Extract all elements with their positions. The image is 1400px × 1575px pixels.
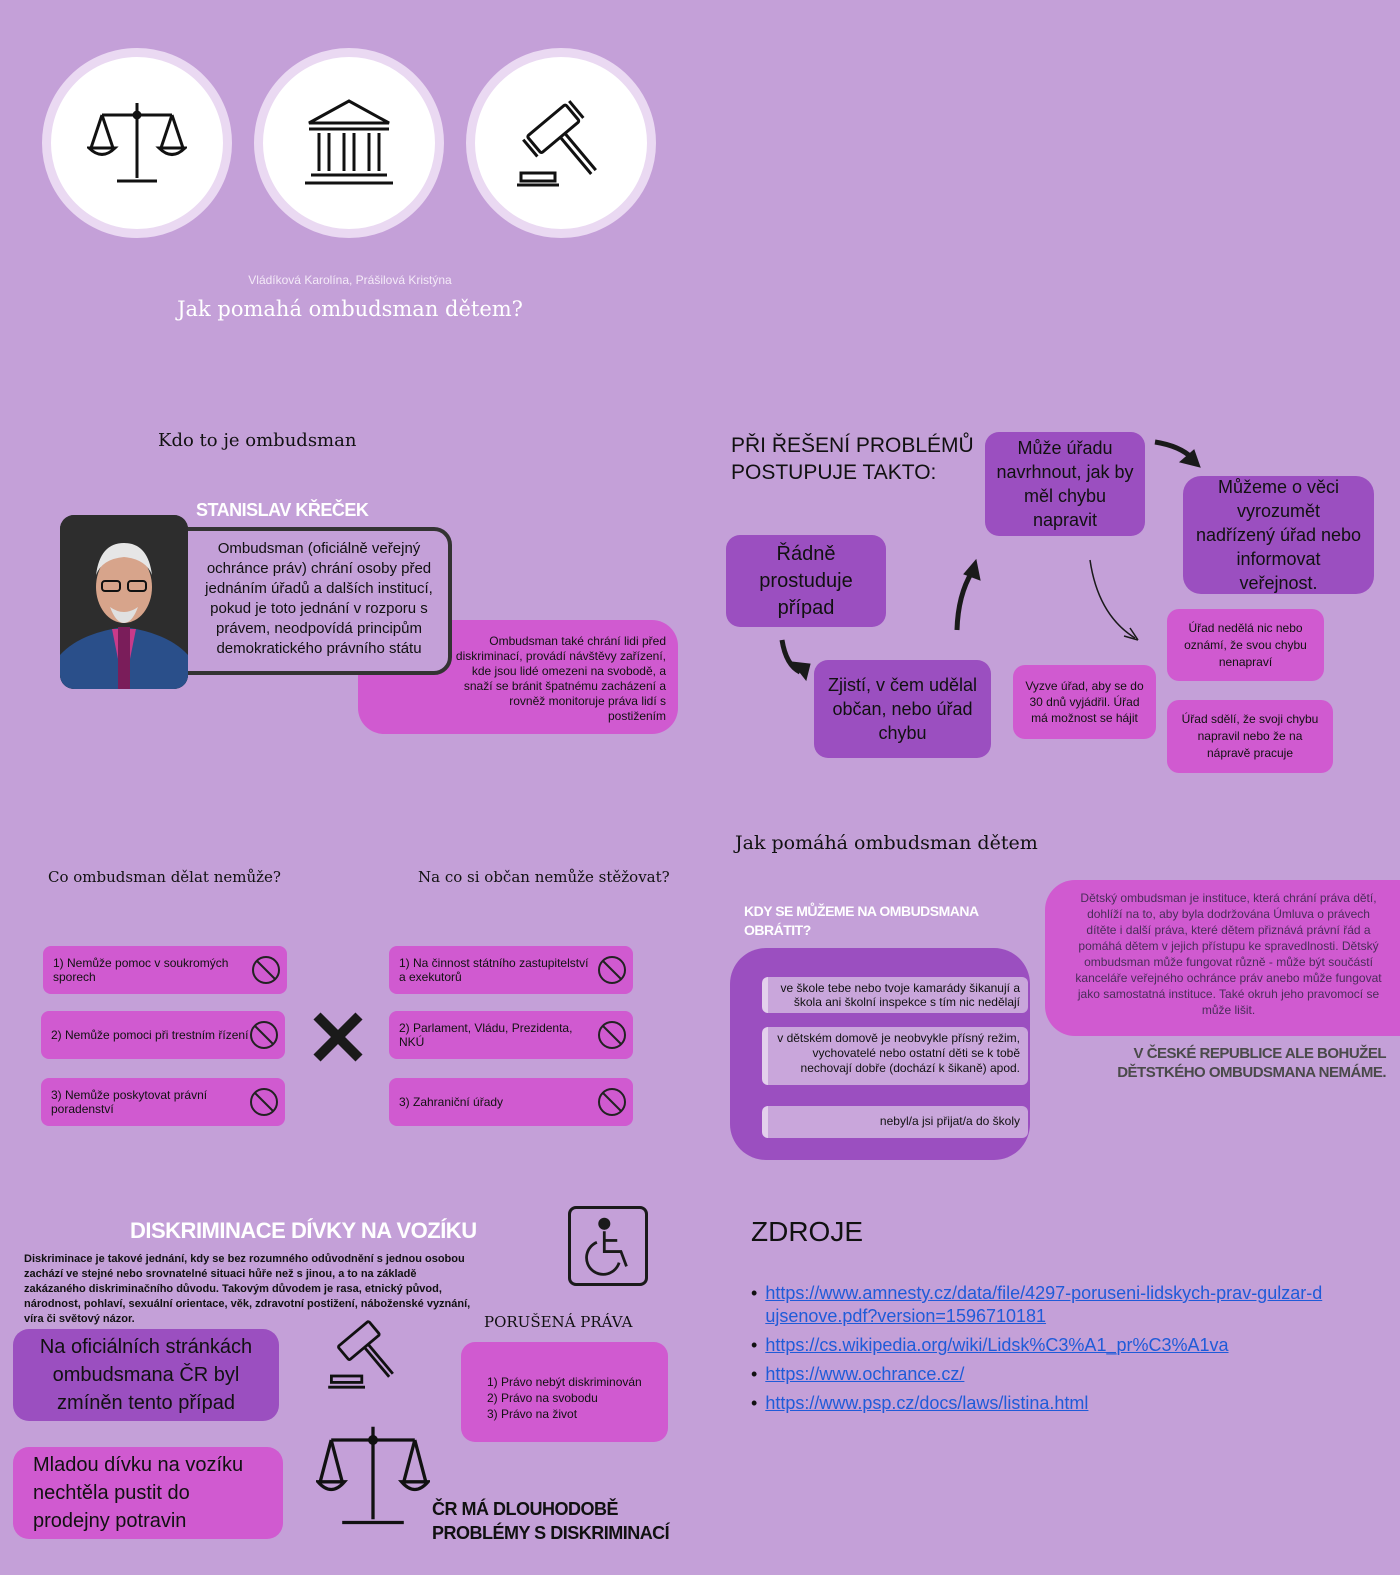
bullet: • — [751, 1283, 758, 1303]
cannot-do-heading: Co ombudsman dělat nemůže? — [48, 868, 281, 886]
process-sub-call-text: Vyzve úřad, aby se do 30 dnů vyjádřil. Úřad má možnost se hájit — [1025, 679, 1144, 725]
bullet: • — [751, 1364, 758, 1384]
source-item — [751, 1334, 1351, 1357]
case-official — [13, 1329, 279, 1421]
discrimination-heading: DISKRIMINACE DÍVKY NA VOZÍKU — [130, 1218, 477, 1243]
cannot-complain-item-text: 1) Na činnost státního zastupitelství a exekutorů — [399, 956, 589, 984]
cross-icon — [311, 1010, 365, 1064]
prohibited-icon — [597, 955, 627, 985]
case-item-text: ve škole tebe nebo tvoje kamarády šikanují a škola ani školní inspekce s tím nic nedělají — [780, 981, 1020, 1009]
source-link[interactable]: https://www.ochrance.cz/ — [765, 1364, 965, 1384]
case-item — [762, 1106, 1028, 1138]
bullet: • — [751, 1393, 758, 1413]
process-step-1-text: Řádně prostuduje případ — [759, 542, 853, 619]
prohibited-icon — [251, 955, 281, 985]
cannot-complain-item-text: 2) Parlament, Vládu, Prezidenta, NKÚ — [399, 1021, 573, 1049]
case-item — [762, 977, 1028, 1013]
right-item: 3) Právo na život — [487, 1407, 578, 1421]
gavel-icon — [322, 1312, 408, 1392]
when-heading: KDY SE MŮŽEME NA OMBUDSMANA OBRÁTIT? — [744, 903, 979, 938]
wheelchair-icon — [571, 1209, 645, 1283]
arrow-step3-step4 — [1155, 442, 1192, 458]
children-heading: Jak pomáhá ombudsman dětem — [735, 832, 1038, 854]
prohibited-icon — [597, 1020, 627, 1050]
cannot-do-item-text: 2) Nemůže pomoci při trestním řízení — [51, 1028, 249, 1042]
process-step-4-text: Můžeme o věci vyrozumět nadřízený úřad nebo informovat veřejnost. — [1195, 477, 1362, 593]
cannot-do-item-text: 3) Nemůže poskytovat právní poradenství — [51, 1088, 208, 1116]
cannot-do-item — [41, 1011, 285, 1059]
source-link[interactable]: https://www.psp.cz/docs/laws/listina.html — [765, 1393, 1089, 1413]
process-step-2-text: Zjistí, v čem udělal občan, nebo úřad chybu — [827, 675, 978, 743]
prohibited-icon — [597, 1087, 627, 1117]
cannot-complain-item-text: 3) Zahraniční úřady — [399, 1095, 504, 1109]
bullet: • — [751, 1335, 758, 1355]
cannot-do-item-text: 1) Nemůže pomoc v soukromých sporech — [53, 956, 229, 984]
process-step-3-text: Může úřadu navrhnout, jak by měl chybu napravit — [996, 438, 1134, 530]
children-note: V ČESKÉ REPUBLICE ALE BOHUŽEL DĚTSTKÉHO OMBUDSMANA NEMÁME. — [1117, 1045, 1386, 1081]
discrimination-definition: Diskriminace je takové jednání, kdy se bez rozumného odůvodnění s jednou osobou zachází ve stejné nebo srovnatelné situaci hůře než s jinou, a to na základě zakázaného diskriminačního důvodu. Takovým důvodem je rasa, etnický původ, národnost, pohlaví, sexuální orientace, věk, zdravotní postižení, náboženské vyznání, víra či světový názor. — [24, 1253, 471, 1325]
case-official-text: Na oficiálních stránkách ombudsmana ČR byl zmíněn tento případ — [39, 1336, 253, 1414]
cannot-complain-item — [389, 1078, 633, 1126]
ombudsman-name: STANISLAV KŘEČEK — [196, 500, 369, 520]
authors: Vládíková Karolína, Prášilová Kristýna — [248, 273, 452, 287]
source-item — [751, 1363, 1351, 1386]
children-info-box — [1045, 880, 1400, 1036]
arrow-step3-subs — [1090, 560, 1135, 638]
cannot-complain-heading: Na co si občan nemůže stěžovat? — [418, 868, 670, 886]
source-link[interactable]: https://cs.wikipedia.org/wiki/Lidsk%C3%A1_pr%C3%A1va — [765, 1335, 1229, 1355]
rights-box — [461, 1342, 668, 1442]
cannot-do-item — [41, 1078, 285, 1126]
right-item: 1) Právo nebýt diskriminován — [487, 1375, 642, 1389]
who-description: Ombudsman (oficiálně veřejný ochránce práv) chrání osoby před jednáním úřadů a dalších institucí, pokud je toto jednání v rozporu s právem, neodpovídá principům demokratického právního státu — [205, 540, 433, 657]
process-heading: PŘI ŘEŠENÍ PROBLÉMŮ POSTUPUJE TAKTO: — [731, 434, 974, 484]
source-item — [751, 1282, 1351, 1328]
case-item — [762, 1027, 1028, 1085]
children-info-text: Dětský ombudsman je instituce, která chrání práva dětí, dohlíží na to, aby byla dodržována Úmluva o právech dítěte i další práva, které dětem přiznává právní řád a pomáhá dětem v jejich přístupu ke spravedlnosti. Dětský ombudsman může fungovat různě - může být součástí kanceláře veřejného ochránce práv anebo může fungovat jako samostatná instituce. Také okruh jeho pravomocí se může lišit. — [1075, 891, 1382, 1017]
who-extra-text: Ombudsman také chrání lidi před diskriminací, provádí návštěvy zařízení, kde jsou lidé omezeni na svobodě, a snaží se bránit špatnému zacházení a rovněž monitoruje práva lidí s postižením — [455, 634, 666, 723]
source-link[interactable]: https://www.amnesty.cz/data/file/4297-poruseni-lidskych-prav-gulzar-dujsenove.pdf?version=1596710181 — [765, 1283, 1323, 1326]
discrimination-conclusion: ČR MÁ DLOUHODOBĚ PROBLÉMY S DISKRIMINACÍ — [432, 1499, 670, 1543]
who-heading: Kdo to je ombudsman — [158, 430, 357, 451]
case-story — [13, 1447, 283, 1539]
sources-heading: ZDROJE — [751, 1216, 863, 1247]
cannot-do-item — [43, 946, 287, 994]
wheelchair-icon-frame — [568, 1206, 648, 1286]
arrow-step3-subs-head — [1124, 628, 1138, 640]
prohibited-icon — [249, 1087, 279, 1117]
case-story-text: Mladou dívku na vozíku nechtěla pustit do prodejny potravin — [33, 1454, 244, 1532]
source-item — [751, 1392, 1351, 1415]
process-sub-nothing-text: Úřad nedělá nic nebo oznámí, že svou chybu nenapraví — [1184, 620, 1307, 669]
page-title: Jak pomahá ombudsman dětem? — [177, 297, 523, 321]
arrow-step2-step3 — [957, 572, 972, 630]
case-item-text: nebyl/a jsi přijat/a do školy — [879, 1114, 1020, 1128]
prohibited-icon — [249, 1020, 279, 1050]
cannot-complain-item — [389, 946, 633, 994]
sources-list — [751, 1282, 1351, 1415]
cannot-complain-item — [389, 1011, 633, 1059]
scales-icon — [316, 1418, 430, 1528]
case-item-text: v dětském domově je neobvykle přísný režim, vychovatelé nebo ostatní děti se k tobě nechovají dobře (dochází k šikaně) apod. — [777, 1031, 1020, 1075]
rights-heading: PORUŠENÁ PRÁVA — [484, 1313, 633, 1331]
right-item: 2) Právo na svobodu — [487, 1391, 598, 1405]
process-sub-fixed-text: Úřad sdělí, že svoji chybu napravil nebo že na nápravě pracuje — [1181, 712, 1319, 760]
